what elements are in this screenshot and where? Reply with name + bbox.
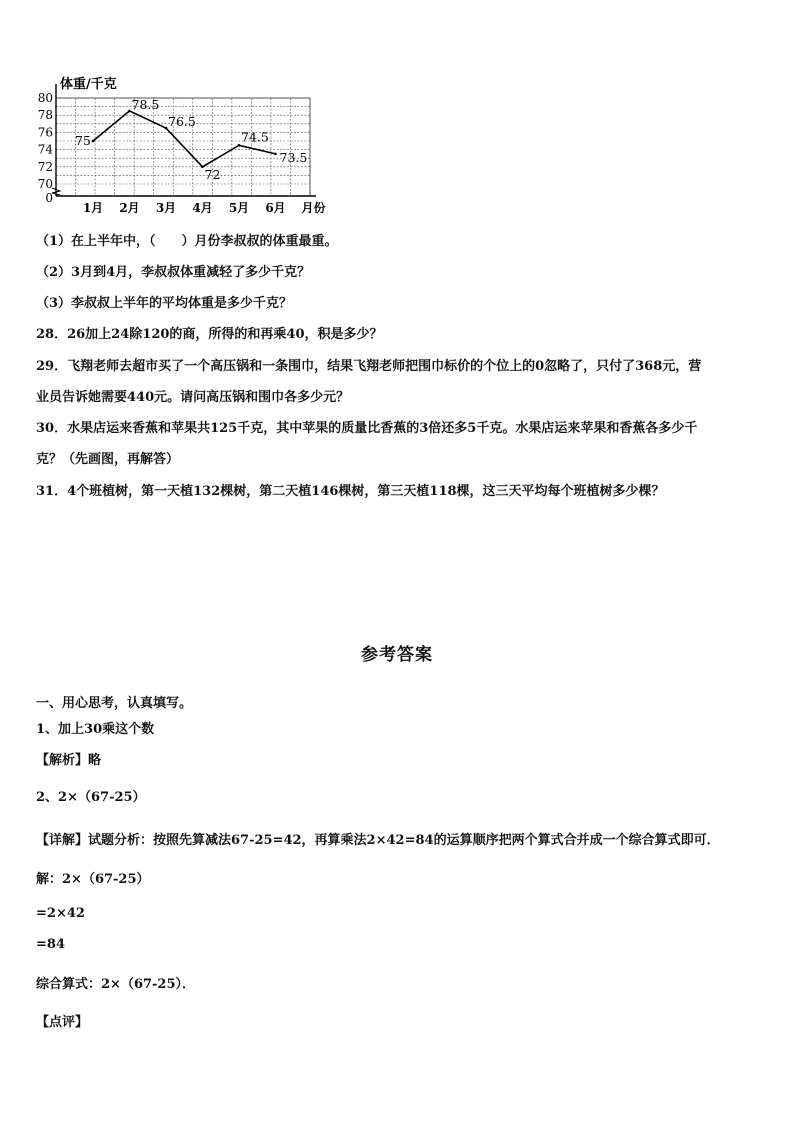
y-tick-label: 0: [45, 191, 53, 205]
question-1-2: （2）3月到4月，李叔叔体重减轻了多少千克？: [36, 265, 311, 280]
data-label: 74.5: [241, 129, 269, 145]
y-tick-label: 70: [37, 177, 53, 191]
x-tick-label: 2月: [119, 201, 140, 215]
weight-line-chart: [36, 74, 336, 224]
data-point: [238, 144, 241, 147]
data-point: [165, 127, 168, 130]
question-31: 31．4个班植树，第一天植132棵树，第二天植146棵树，第三天植118棵，这三天平均每个班植树多少棵？: [36, 484, 665, 499]
question-29-line1: 29．飞翔老师去超市买了一个高压锅和一条围巾，结果飞翔老师把围巾标价的个位上的0忽略了，只付了368元，营: [36, 359, 702, 374]
question-29-line2: 业员告诉她需要440元。请问高压锅和围巾各多少元？: [36, 390, 350, 405]
data-label: 72: [204, 166, 221, 182]
answer-2-review: 【点评】: [36, 1015, 89, 1030]
data-point: [92, 140, 95, 143]
y-tick-label: 76: [37, 125, 53, 140]
answers-title: 参考答案: [361, 645, 433, 665]
answer-1-analysis: 【解析】略: [36, 753, 102, 768]
answer-2-combined: 综合算式：2×（67-25）．: [36, 977, 196, 992]
y-tick-label: 74: [37, 142, 53, 157]
axis-break: [52, 188, 60, 195]
data-label: 75: [75, 133, 91, 148]
question-1-1: （1）在上半年中，（ ）月份李叔叔的体重最重。: [36, 234, 338, 249]
chart-svg: [36, 74, 336, 224]
x-axis-title: 月份: [301, 201, 326, 215]
answer-2: 2、2×（67-25）: [36, 790, 146, 805]
x-tick-label: 6月: [265, 201, 286, 215]
question-30-line2: 克？（先画图，再解答）: [36, 452, 180, 467]
answer-2-step1: =2×42: [36, 906, 85, 921]
answer-2-detail: 【详解】试题分析：按照先算减法67-25=42，再算乘法2×42=84的运算顺序把两个算式合并成一个综合算式即可．: [36, 833, 720, 848]
y-tick-label: 80: [37, 91, 53, 105]
y-tick-label: 78: [37, 108, 53, 123]
data-label: 73.5: [279, 149, 308, 165]
question-30-line1: 30．水果店运来香蕉和苹果共125千克，其中苹果的质量比香蕉的3倍还多5千克。水果店运来苹果和香蕉各多少千: [36, 421, 698, 436]
data-point: [201, 166, 204, 169]
data-point: [128, 110, 131, 113]
answer-2-step2: =84: [36, 937, 65, 952]
x-tick-label: 5月: [228, 201, 250, 215]
x-tick-label: 1月: [82, 201, 104, 215]
question-28: 28．26加上24除120的商，所得的和再乘40，积是多少？: [36, 327, 383, 342]
data-point: [274, 153, 277, 156]
x-tick-label: 4月: [192, 201, 213, 215]
answer-1: 1、加上30乘这个数: [36, 722, 155, 737]
answer-2-solution: 解：2×（67-25）: [36, 872, 150, 887]
x-tick-label: 3月: [155, 201, 177, 215]
y-axis-title: 体重/千克: [60, 77, 117, 92]
data-label: 76.5: [168, 114, 196, 130]
answers-section-1: 一、用心思考，认真填写。: [36, 696, 193, 711]
data-label: 78.5: [131, 96, 160, 112]
y-tick-label: 72: [37, 159, 53, 174]
question-1-3: （3）李叔叔上半年的平均体重是多少千克？: [36, 296, 293, 311]
